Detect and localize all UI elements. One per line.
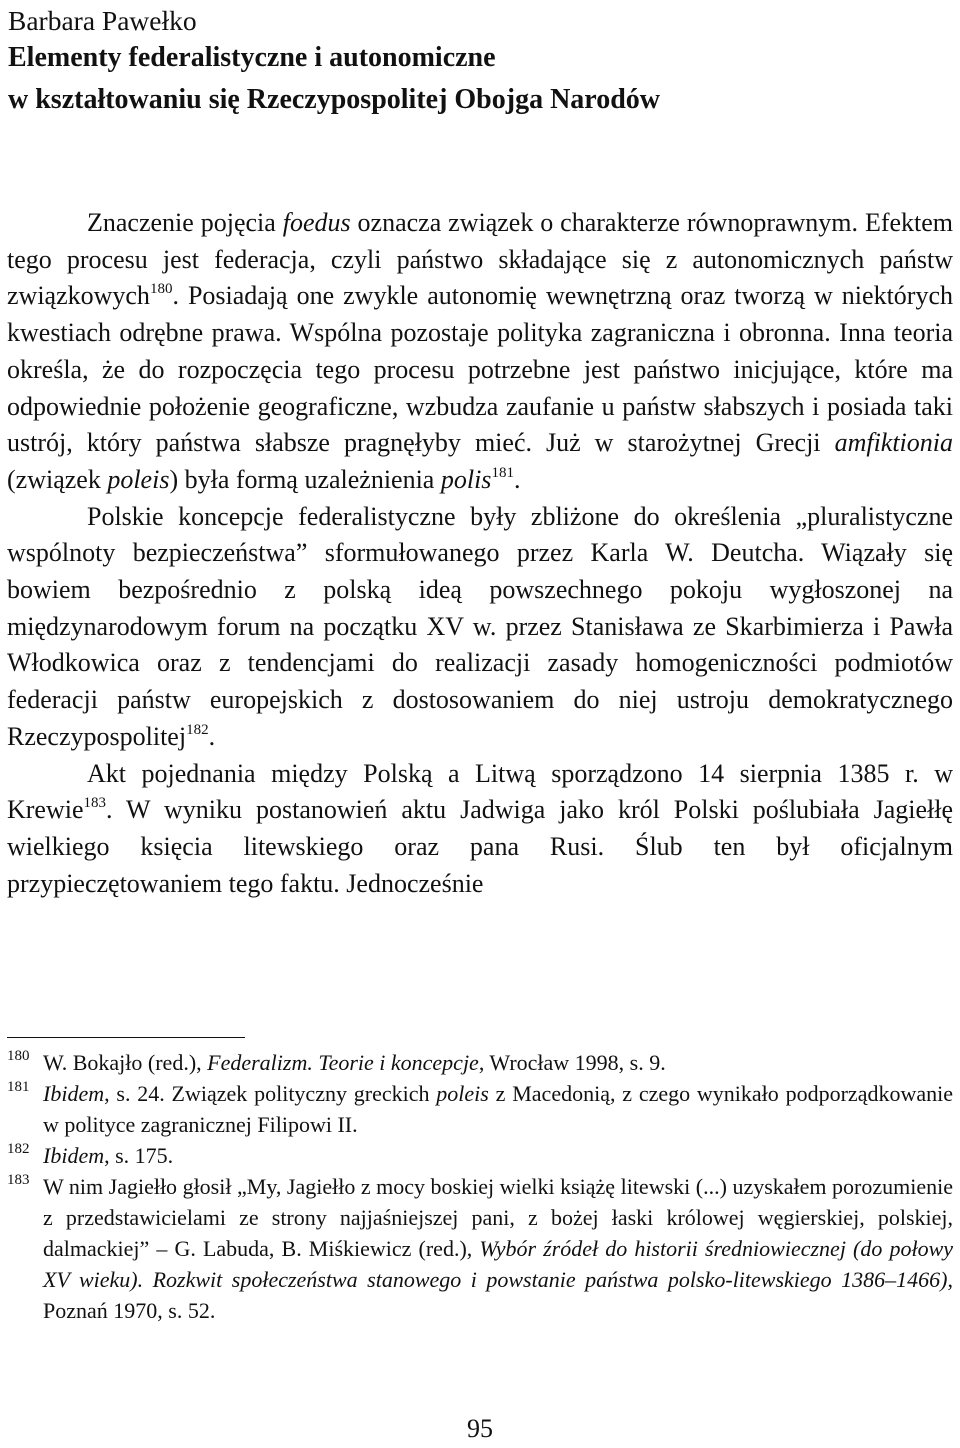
italic-term: Ibidem — [43, 1081, 105, 1106]
italic-term: polis — [440, 464, 492, 494]
chapter-header — [8, 4, 952, 121]
footnote-ref-183[interactable]: 183 — [83, 795, 107, 812]
footnote-ref-180[interactable]: 180 — [149, 281, 173, 298]
text-run: , s. 24. Związek polityczny greckich — [104, 1081, 437, 1106]
footnotes — [7, 1047, 953, 1326]
chapter-title-line-1: Elementy federalistyczne i autonomiczne — [8, 42, 496, 73]
text-run: . Posiadają one zwykle autonomię wewnętrzną oraz tworzą w niektórych kwestiach odrębne prawa. Wspólna pozostaje polityka zagraniczna i obronna. Inna teoria określa, że do rozpoczęcia tego procesu potrzebne jest państwo inicjujące, które ma odpowiednie położenie geograficzne, wzbudza zaufanie u państw słabszych i posiada taki ustrój, który państwa słabsze pragnęłyby mieć. Już w starożytnej Grecji — [7, 281, 953, 458]
text-run: . W wyniku postanowień aktu Jadwiga jako król Polski poślubiała Jagiełłę wielkiego księcia litewskiego oraz pana Rusi. Ślub ten był oficjalnym przypieczętowaniem tego faktu. Jednocześnie — [7, 795, 953, 898]
footnote-180 — [7, 1047, 953, 1078]
paragraph-2 — [7, 499, 953, 756]
text-run: , Wrocław 1998, s. 9. — [478, 1050, 666, 1075]
italic-term: amfiktionia — [834, 428, 953, 458]
footnote-183 — [7, 1171, 953, 1326]
footnote-ref-181[interactable]: 181 — [491, 464, 514, 481]
footnote-number: 181 — [7, 1079, 30, 1095]
text-run: W nim Jagiełło głosił „My, Jagiełło z mocy boskiej wielki książę litewski (...) uzyskałem porozumienie z przedstawicielami ze strony najjaśniejszej pani, z bożej łaski królowej węgierskiej, polskiej, dalmackiej” – G. Labuda, B. Miśkiewicz (red.), — [43, 1174, 953, 1261]
text-run: (związek — [7, 464, 108, 494]
footnote-ref-182[interactable]: 182 — [186, 721, 209, 738]
italic-title: Federalizm. Teorie i koncepcje — [207, 1050, 479, 1075]
italic-term: foedus — [282, 208, 351, 237]
italic-title: Wybór źródeł do historii średniowiecznej (do połowy XV wieku). Rozkwit społeczeństwa stanowego i powstanie państwa polsko-litewskiego 1386–1466) — [43, 1236, 954, 1292]
footnote-number: 180 — [7, 1048, 30, 1064]
footnote-separator — [7, 1037, 245, 1038]
text-run: , s. 175. — [104, 1143, 174, 1168]
text-run: , Poznań 1970, s. 52. — [43, 1267, 953, 1323]
main-text — [7, 205, 953, 902]
text-run: Polskie koncepcje federalistyczne były zbliżone do określenia „pluralistyczne wspólnoty bezpieczeństwa” sformułowanego przez Karla W. Deutcha. Wiązały się bowiem bezpośrednio z polską ideą powszechnego pokoju wygłoszonej na międzynarodowym forum na początku XV w. przez Stanisława ze Skarbimierza i Pawła Włodkowica oraz z tendencjami do realizacji zasady homogeniczności podmiotów federacji państw europejskich z dostosowaniem do niej ustroju demokratycznego Rzeczypospolitej — [7, 501, 953, 751]
author-name: Barbara Pawełko — [8, 5, 197, 36]
text-run: . — [513, 464, 521, 494]
text-run: Akt pojednania między Polską a Litwą sporządzono 14 sierpnia 1385 r. w Krewie — [7, 758, 953, 825]
text-run: oznacza związek o charakterze równoprawnym. Efektem tego procesu jest federacja, czyli państwo składające się z autonomicznych państw związkowych — [7, 208, 954, 311]
text-run: . — [208, 721, 216, 751]
paragraph-3 — [7, 756, 953, 903]
italic-term: poleis — [436, 1081, 489, 1106]
chapter-title-line-2: w kształtowaniu się Rzeczypospolitej Obojga Narodów — [8, 84, 661, 115]
paragraph-1 — [7, 205, 953, 499]
footnote-181 — [7, 1078, 953, 1140]
text-run: W. Bokajło (red.), — [43, 1050, 208, 1075]
italic-term: poleis — [107, 464, 170, 494]
text-run: ) była formą uzależnienia — [169, 464, 441, 494]
text-run: Znaczenie pojęcia — [87, 208, 283, 237]
footnote-number: 182 — [7, 1141, 30, 1157]
italic-term: Ibidem — [43, 1143, 105, 1168]
text-run: z Macedonią, z czego wynikało podporządkowanie w polityce zagranicznej Filipowi II. — [43, 1081, 953, 1137]
footnote-number: 183 — [7, 1172, 30, 1188]
footnote-182 — [7, 1140, 953, 1171]
page-number: 95 — [467, 1414, 493, 1443]
